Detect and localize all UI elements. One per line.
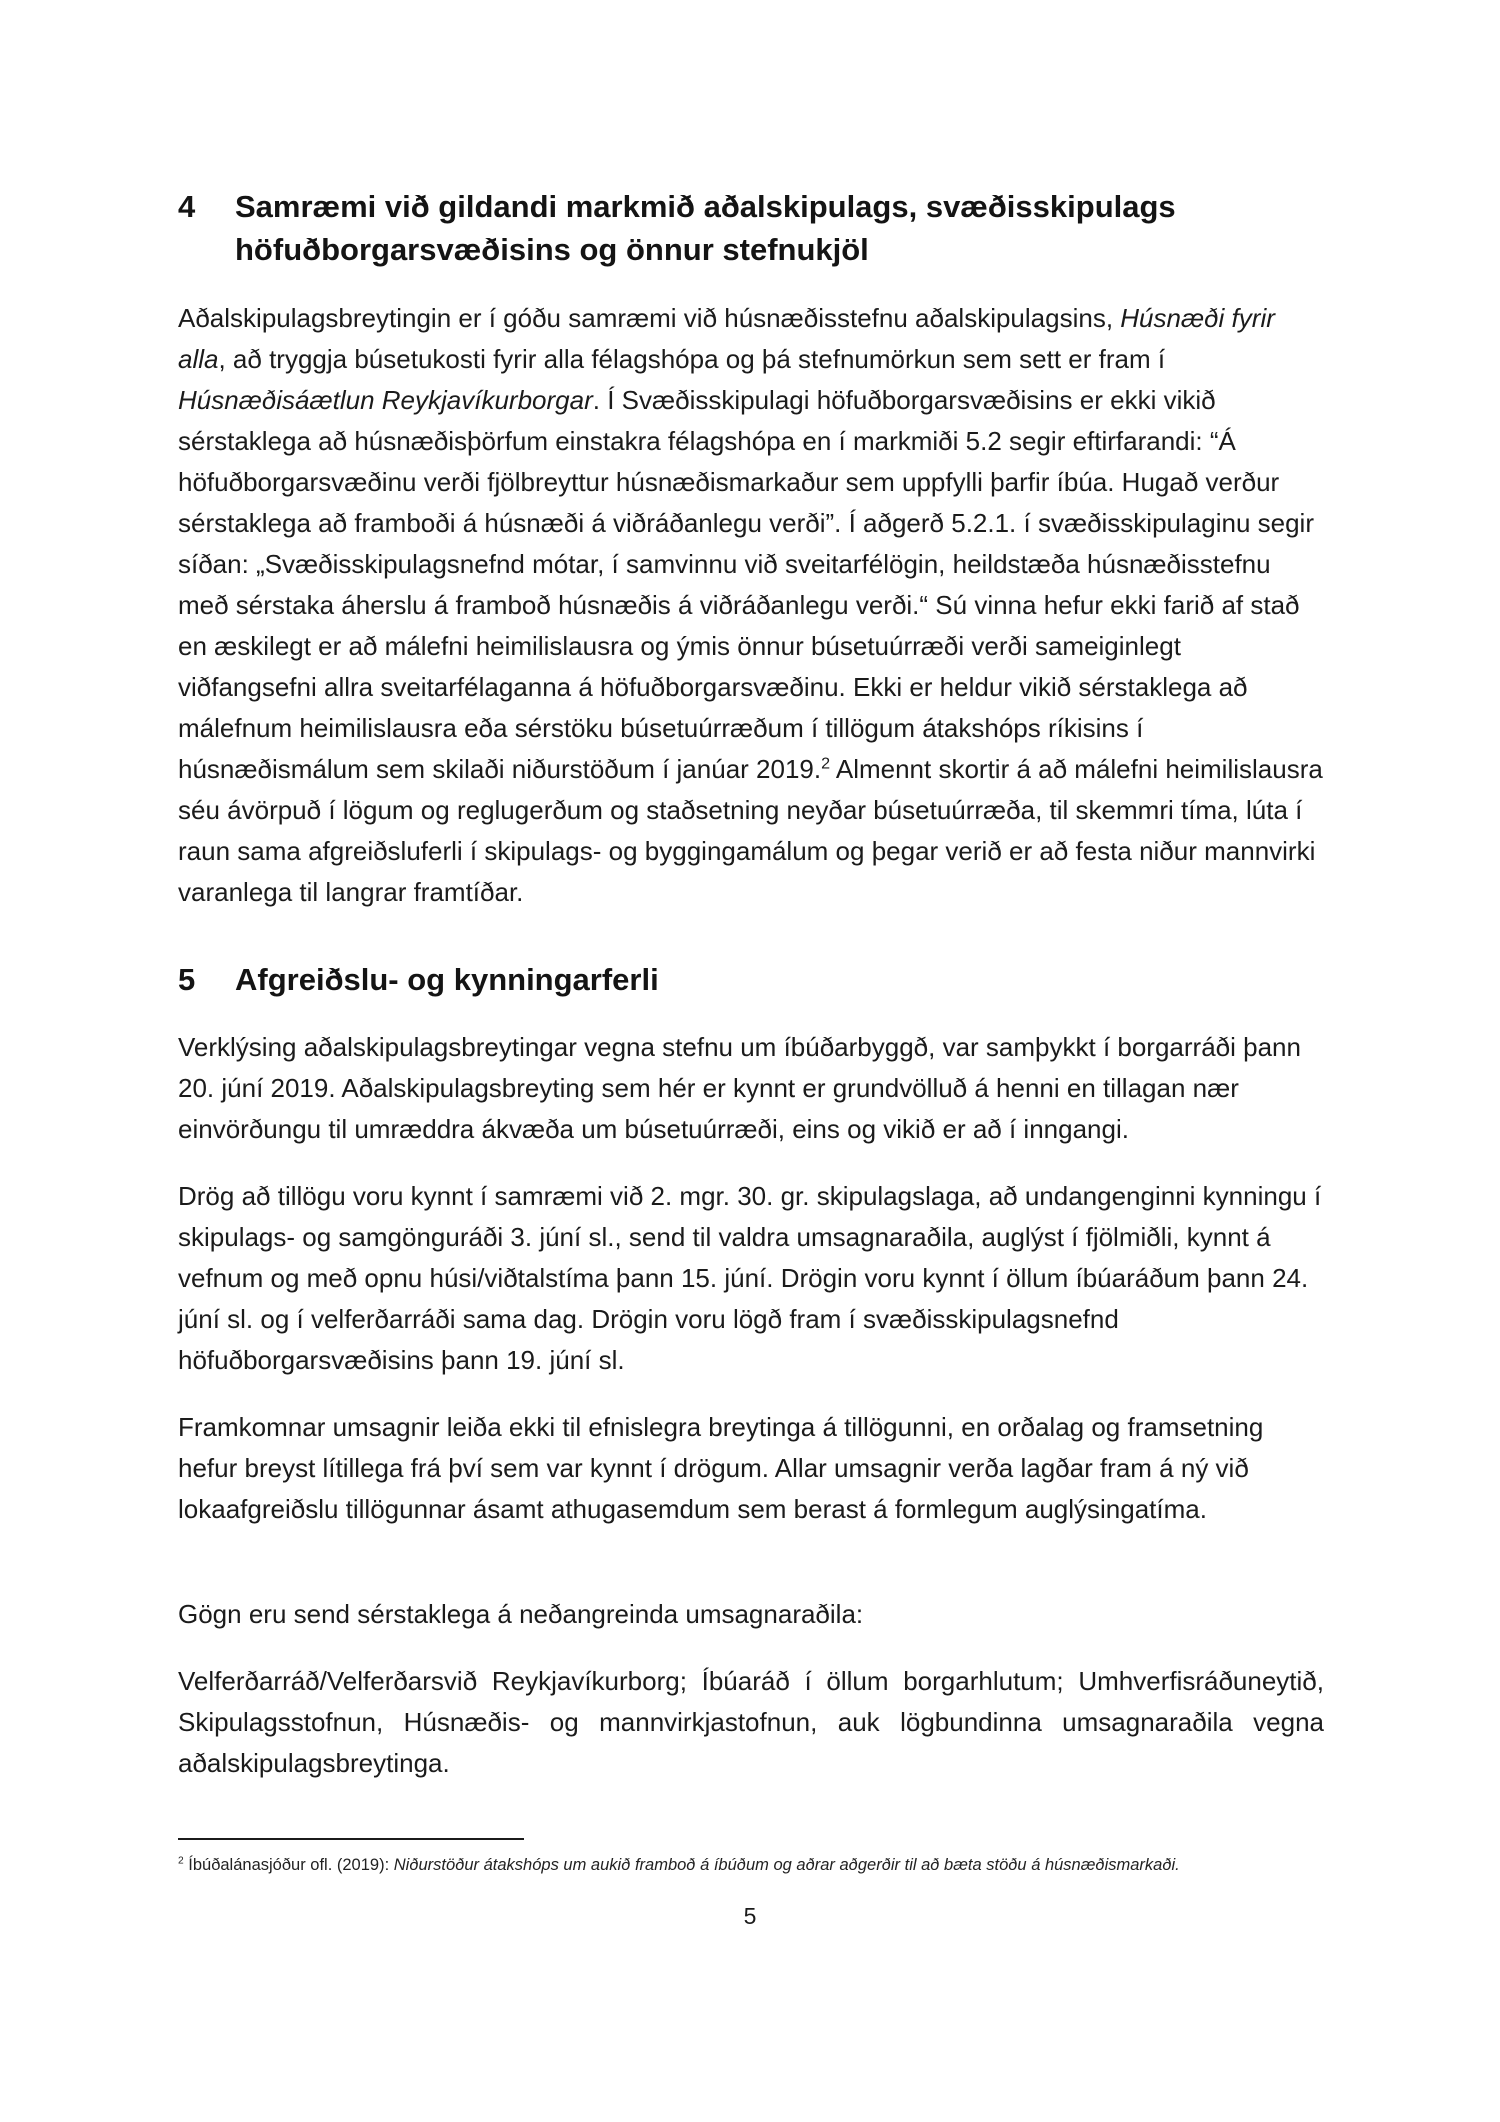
- section-number: 4: [178, 189, 196, 224]
- footnote-lead: Íbúðalánasjóður ofl. (2019):: [183, 1856, 394, 1874]
- text-segment-italic: Húsnæðisáætlun Reykjavíkurborgar: [178, 384, 593, 415]
- paragraph: Drög að tillögu voru kynnt í samræmi við 2. mgr. 30. gr. skipulagslaga, að undangenginni kynningu í skipulags- og samgönguráði 3. júní sl., send til valdra umsagnaraðila, auglýst í fjölmiðli, kynnt á vefnum og með opnu húsi/viðtalstíma þann 15. júní. Drögin voru kynnt í öllum íbúaráðum þann 24. júní sl. og í velferðarráði sama dag. Drögin voru lögð fram í svæðisskipulagsnefnd höfuðborgarsvæðisins þann 19. júní sl.: [178, 1181, 1322, 1376]
- paragraph: Framkomnar umsagnir leiða ekki til efnislegra breytinga á tillögunni, en orðalag og framsetning hefur breyst lítillega frá því sem var kynnt í drögum. Allar umsagnir verða lagðar fram á ný við lokaafgreiðslu tillögunnar ásamt athugasemdum sem berast á formlegum auglýsingatíma.: [178, 1412, 1264, 1525]
- text-segment: Almennt skortir á að málefni heimilislausra séu ávörpuð í lögum og reglugerðum og staðsetning neyðar búsetuúrræða, til skemmri tíma, lúta í raun sama afgreiðsluferli í skipulags- og byggingamálum og þegar verið er að festa niður mannvirki varanlega til langrar framtíðar.: [178, 753, 1323, 907]
- section-number: 5: [178, 961, 196, 997]
- section-heading-4: [178, 186, 1324, 272]
- paragraph: Gögn eru send sérstaklega á neðangreinda umsagnaraðila:: [178, 1599, 864, 1630]
- footnote-marker: 2: [178, 1855, 184, 1867]
- paragraph: Velferðarráð/Velferðarsvið Reykjavíkurborg; Íbúaráð í öllum borgarhlutum; Umhverfisráðuneytið, Skipulagsstofnun, Húsnæðis- og mannvirkjastofnun, auk lögbundinna umsagnaraðila vegna aðalskipulagsbreytinga.: [178, 1666, 1324, 1779]
- paragraph: Verklýsing aðalskipulagsbreytingar vegna stefnu um íbúðarbyggð, var samþykkt í borgarráði þann 20. júní 2019. Aðalskipulagsbreyting sem hér er kynnt er grundvölluð á henni en tillagan nær einvörðungu til umræddra ákvæða um búsetuúrræði, eins og vikið er að í inngangi.: [178, 1032, 1301, 1145]
- footnote-area: [178, 1838, 1324, 1877]
- section-title: Afgreiðslu- og kynningarferli: [235, 961, 659, 997]
- page-number: 5: [743, 1903, 757, 1929]
- section-heading-5: [178, 959, 1324, 1002]
- text-segment: . Í Svæðisskipulagi höfuðborgarsvæðisins er ekki vikið sérstaklega að húsnæðisþörfum einstakra félagshópa en í markmiði 5.2 segir eftirfarandi: “Á höfuðborgarsvæðinu verði fjölbreyttur húsnæðismarkaður sem uppfylli þarfir íbúa. Hugað verður sérstaklega að framboði á húsnæði á viðráðanlegu verði”. Í aðgerð 5.2.1. í svæðisskipulaginu segir síðan: „Svæðisskipulagsnefnd mótar, í samvinnu við sveitarfélögin, heildstæða húsnæðisstefnu með sérstaka áherslu á framboð húsnæðis á viðráðanlegu verði.“ Sú vinna hefur ekki farið af stað en æskilegt er að málefni heimilislausra og ýmis önnur búsetuúrræði verði sameiginlegt viðfangsefni allra sveitarfélaganna á höfuðborgarsvæðinu. Ekki er heldur vikið sérstaklega að málefnum heimilislausra eða sérstöku búsetuúrræðum í tillögum átakshóps ríkisins í húsnæðismálum sem skilaði niðurstöðum í janúar 2019.: [178, 384, 1314, 784]
- footnote: [178, 1854, 1324, 1877]
- text-segment: Aðalskipulagsbreytingin er í góðu samræmi við húsnæðisstefnu aðalskipulagsins,: [178, 302, 1121, 333]
- footnote-separator: [178, 1838, 524, 1840]
- text-segment: , að tryggja búsetukosti fyrir alla félagshópa og þá stefnumörkun sem sett er fram í: [218, 343, 1166, 374]
- footnote-reference-title: Niðurstöður átakshóps um aukið framboð á íbúðum og aðrar aðgerðir til að bæta stöðu á húsnæðismarkaði.: [393, 1856, 1180, 1874]
- footnote-reference: 2: [821, 753, 831, 772]
- page-content: [178, 186, 1324, 1810]
- section-title: Samræmi við gildandi markmið aðalskipulags, svæðisskipulags höfuðborgarsvæðisins og önnur stefnukjöl: [235, 189, 1176, 267]
- paragraph: [178, 298, 1324, 913]
- text-segment-italic: Húsnæði fyrir alla: [178, 302, 1275, 374]
